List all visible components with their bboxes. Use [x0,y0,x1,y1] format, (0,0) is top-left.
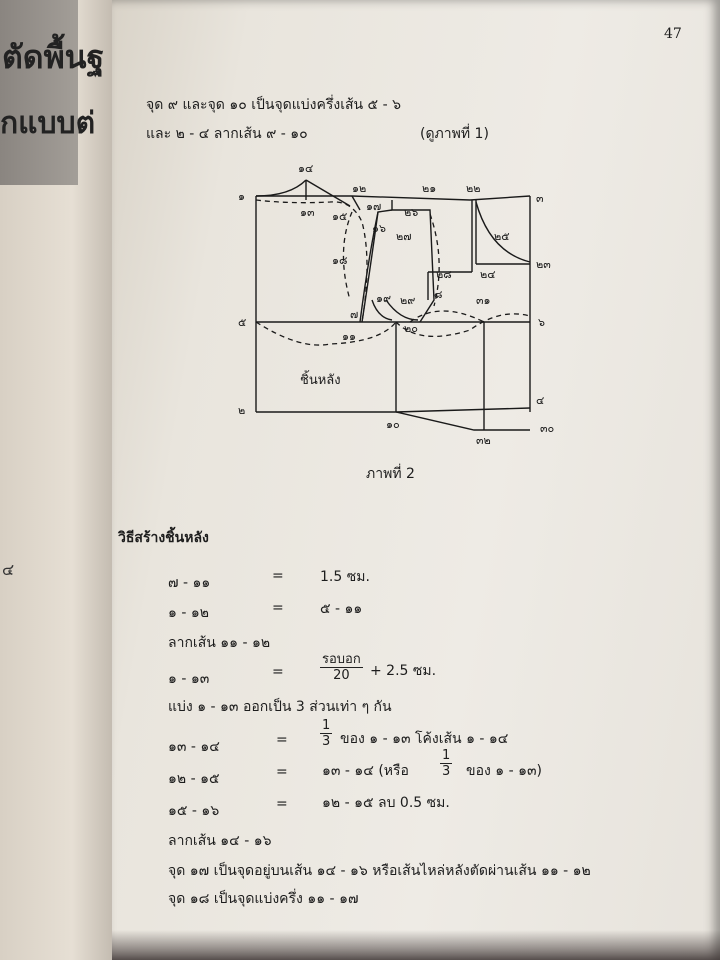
left-margin-mark: ๔ [2,560,15,579]
step-6-numerator: 1 [322,718,331,733]
point-30: ๓๐ [540,422,555,435]
step-9: ลากเส้น ๑๔ - ๑๖ [168,833,272,849]
point-21: ๒๑ [422,182,437,195]
step-1-right: 1.5 ซม. [320,569,370,585]
step-6-denominator: 3 [322,734,331,749]
point-20: ๒๐ [404,322,418,335]
step-8-left: ๑๕ - ๑๖ [168,803,220,819]
point-28: ๒๘ [436,268,452,281]
step-4-left: ๑ - ๑๓ [168,671,210,687]
step-4-fraction [320,652,363,683]
step-8-eq: = [276,796,288,812]
point-14: ๑๔ [298,162,314,175]
tab-text-2: กแบบต่ [0,106,96,141]
step-6-left: ๑๓ - ๑๔ [168,739,220,755]
point-29: ๒๙ [400,294,416,307]
step-7-eq: = [276,764,288,780]
point-2: ๒ [238,404,246,417]
step-4-eq: = [272,664,284,680]
point-22: ๒๒ [466,182,481,195]
step-4-tail: + 2.5 ซม. [370,663,437,679]
point-19: ๑๙ [376,292,392,305]
point-4: ๔ [536,394,545,407]
intro-line-1: จุด ๙ และจุด ๑๐ เป็นจุดแบ่งครึ่งเส้น ๕ - ๖ [146,97,401,113]
step-2-right: ๕ - ๑๑ [320,601,363,617]
figure-caption: ภาพที่ 2 [366,466,415,482]
point-1: ๑ [238,190,245,203]
step-7-fraction [440,748,452,779]
step-6-eq: = [276,732,288,748]
page-bottom-shadow [112,930,720,960]
point-6: ๖ [538,316,545,329]
step-2-eq: = [272,600,284,616]
step-7-tail: ของ ๑ - ๑๓) [466,763,543,779]
page-number: 47 [664,26,682,42]
point-12: ๑๒ [352,182,367,195]
step-1-left: ๗ - ๑๑ [168,575,211,591]
step-7-mid: ๑๓ - ๑๔ (หรือ [322,763,409,779]
step-1-eq: = [272,568,284,584]
steps-heading: วิธีสร้างชิ้นหลัง [118,530,209,546]
point-10: ๑๐ [386,418,400,431]
step-2-left: ๑ - ๑๒ [168,605,209,621]
point-25: ๒๕ [494,230,510,243]
point-18: ๑๘ [332,254,348,267]
point-17: ๑๗ [366,200,382,213]
point-32: ๓๒ [476,434,491,447]
step-6-fraction [320,718,332,749]
point-16: ๑๖ [372,222,386,235]
point-23: ๒๓ [536,258,551,271]
step-11: จุด ๑๘ เป็นจุดแบ่งครึ่ง ๑๑ - ๑๗ [168,891,359,907]
point-27: ๒๗ [396,230,412,243]
step-10: จุด ๑๗ เป็นจุดอยู่บนเส้น ๑๔ - ๑๖ หรือเส้นไหล่หลังตัดผ่านเส้น ๑๑ - ๑๒ [168,863,591,879]
step-8-right: ๑๒ - ๑๕ ลบ 0.5 ซม. [322,795,450,811]
point-15: ๑๕ [332,210,348,223]
point-7: ๗ [350,308,359,321]
step-7-numerator: 1 [442,748,451,763]
point-11: ๑๑ [342,330,356,343]
tab-text-1: ตัดพื้นฐ [2,38,105,76]
point-24: ๒๔ [480,268,496,281]
intro-figure-ref: (ดูภาพที่ 1) [420,126,489,142]
step-6-tail: ของ ๑ - ๑๓ โค้งเส้น ๑ - ๑๔ [340,731,509,747]
step-3: ลากเส้น ๑๑ - ๑๒ [168,635,271,651]
pattern-diagram [0,0,720,470]
point-3: ๓ [536,192,544,205]
intro-line-2: และ ๒ - ๔ ลากเส้น ๙ - ๑๐ [146,126,308,142]
point-26: ๒๖ [404,206,419,219]
step-7-denominator: 3 [442,764,451,779]
back-piece-label: ชิ้นหลัง [300,373,341,388]
point-13: ๑๓ [300,206,315,219]
point-5: ๕ [238,316,247,329]
step-4-denominator: 20 [333,668,350,683]
step-5: แบ่ง ๑ - ๑๓ ออกเป็น 3 ส่วนเท่า ๆ กัน [168,699,392,715]
step-7-left: ๑๒ - ๑๕ [168,771,220,787]
point-31: ๓๑ [476,294,491,307]
point-8: ๘ [434,288,443,301]
step-4-numerator: รอบอก [322,652,361,667]
